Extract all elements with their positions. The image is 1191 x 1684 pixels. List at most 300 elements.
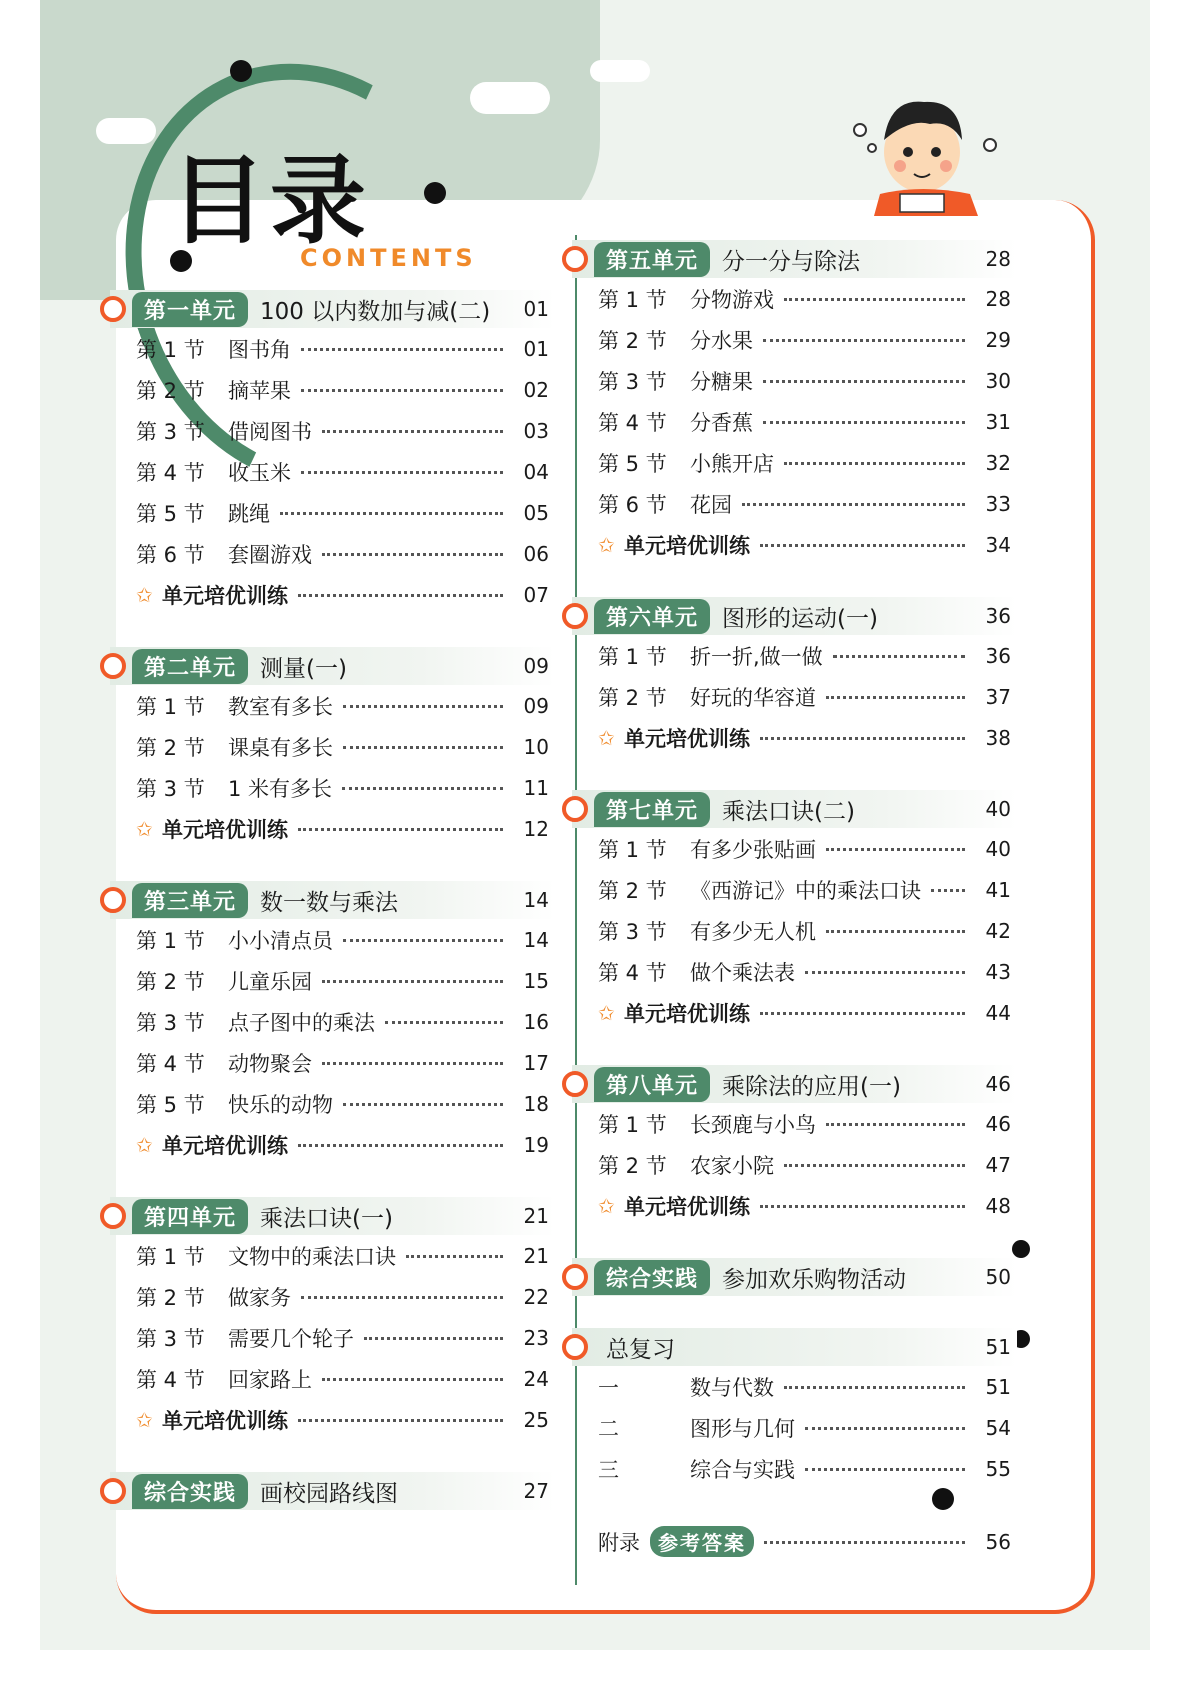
section-number: 第 3 节 <box>598 919 667 944</box>
unit-header[interactable] <box>110 1197 555 1235</box>
section-page: 55 <box>985 1456 1011 1481</box>
dot-leader <box>760 1002 965 1015</box>
spacer <box>572 571 1017 597</box>
unit-page: 01 <box>523 297 549 321</box>
unit-header[interactable] <box>572 790 1017 828</box>
section-name: 1 米有多长 <box>228 776 333 801</box>
unit-title: 乘法口诀(二) <box>722 798 855 825</box>
appendix-label: 附录 <box>598 1530 640 1555</box>
bullet-icon <box>100 887 126 913</box>
toc-entry[interactable] <box>572 635 1017 676</box>
bullet-icon <box>562 603 588 629</box>
toc-entry[interactable] <box>572 442 1017 483</box>
section-page: 04 <box>523 459 549 484</box>
section-name: 《西游记》中的乘法口诀 <box>690 878 921 903</box>
star-icon: ✩ <box>136 1407 153 1432</box>
section-number: 第 4 节 <box>136 460 205 485</box>
practice-entry[interactable] <box>110 1399 555 1440</box>
practice-entry[interactable] <box>572 524 1017 565</box>
dot-leader <box>301 461 503 474</box>
unit-header[interactable] <box>110 647 555 685</box>
dot-leader <box>764 1531 965 1544</box>
section-number: 第 3 节 <box>136 1010 205 1035</box>
section-number: 第 3 节 <box>136 776 205 801</box>
section-page: 15 <box>523 968 549 993</box>
section-page: 05 <box>523 500 549 525</box>
section-number: 第 5 节 <box>136 1092 205 1117</box>
practice-name: 单元培优训练 <box>624 533 750 558</box>
dot-leader <box>784 452 965 465</box>
dot-leader <box>322 1368 503 1381</box>
section-page: 21 <box>523 1243 549 1268</box>
toc-entry[interactable] <box>110 1001 555 1042</box>
dot-leader <box>298 1134 503 1147</box>
dot-leader <box>826 1113 965 1126</box>
section-number: 第 2 节 <box>136 378 205 403</box>
section-name: 图书角 <box>228 337 291 362</box>
dot-leader <box>784 1154 965 1167</box>
dot-leader <box>931 879 965 892</box>
unit-page: 28 <box>985 247 1011 271</box>
unit-section <box>572 1328 1017 1489</box>
section-number: 第 2 节 <box>136 1285 205 1310</box>
bullet-icon <box>100 653 126 679</box>
section-number: 一 <box>598 1375 619 1400</box>
dot-leader <box>406 1245 503 1258</box>
unit-badge: 第四单元 <box>132 1199 248 1234</box>
section-number: 第 5 节 <box>136 501 205 526</box>
section-number: 第 3 节 <box>598 369 667 394</box>
section-name: 分香蕉 <box>690 410 753 435</box>
unit-page: 21 <box>523 1204 549 1228</box>
dot-leader <box>826 838 965 851</box>
unit-title: 数一数与乘法 <box>260 889 399 916</box>
practice-page: 38 <box>985 725 1011 750</box>
unit-title: 分一分与除法 <box>722 248 861 275</box>
spacer <box>110 621 555 647</box>
section-name: 分糖果 <box>690 369 753 394</box>
dot-leader <box>298 584 503 597</box>
section-name: 分水果 <box>690 328 753 353</box>
practice-name: 单元培优训练 <box>162 1408 288 1433</box>
dot-leader <box>301 379 503 392</box>
section-name: 分物游戏 <box>690 287 774 312</box>
section-name: 需要几个轮子 <box>228 1326 354 1351</box>
section-page: 24 <box>523 1366 549 1391</box>
spacer <box>110 1171 555 1197</box>
section-number: 第 1 节 <box>598 644 667 669</box>
section-number: 第 6 节 <box>136 542 205 567</box>
section-number: 第 3 节 <box>136 1326 205 1351</box>
unit-badge: 第一单元 <box>132 292 248 327</box>
section-number: 第 6 节 <box>598 492 667 517</box>
section-page: 36 <box>985 643 1011 668</box>
toc-entry[interactable] <box>110 726 555 767</box>
right-column <box>572 240 1017 1562</box>
bullet-icon <box>562 1334 588 1360</box>
dot-leader <box>343 1093 503 1106</box>
practice-name: 单元培优训练 <box>624 726 750 751</box>
dot-leader <box>301 1286 503 1299</box>
section-name: 有多少张贴画 <box>690 837 816 862</box>
dot-leader <box>784 288 965 301</box>
section-name: 课桌有多长 <box>228 735 333 760</box>
practice-page: 12 <box>523 816 549 841</box>
section-name: 套圈游戏 <box>228 542 312 567</box>
practice-name: 单元培优训练 <box>162 583 288 608</box>
page-title: 目录 <box>170 145 370 257</box>
section-name: 跳绳 <box>228 501 270 526</box>
unit-page: 46 <box>985 1072 1011 1096</box>
dot-leader <box>805 961 965 974</box>
unit-title: 测量(一) <box>260 655 347 682</box>
practice-name: 单元培优训练 <box>624 1194 750 1219</box>
section-page: 28 <box>985 286 1011 311</box>
section-name: 长颈鹿与小鸟 <box>690 1112 816 1137</box>
section-number: 第 1 节 <box>598 287 667 312</box>
bullet-icon <box>562 1071 588 1097</box>
toc-entry[interactable] <box>572 1448 1017 1489</box>
toc-entry[interactable] <box>572 401 1017 442</box>
practice-page: 34 <box>985 532 1011 557</box>
dot-leader <box>826 686 965 699</box>
unit-badge: 第二单元 <box>132 649 248 684</box>
unit-title: 图形的运动(一) <box>722 605 878 632</box>
section-name: 快乐的动物 <box>228 1092 333 1117</box>
spacer <box>572 1495 1017 1521</box>
toc-entry[interactable] <box>572 1144 1017 1185</box>
bullet-icon <box>562 246 588 272</box>
section-page: 18 <box>523 1091 549 1116</box>
dot-leader <box>298 818 503 831</box>
section-name: 有多少无人机 <box>690 919 816 944</box>
section-number: 第 2 节 <box>136 969 205 994</box>
dot-leader <box>805 1417 965 1430</box>
section-name: 好玩的华容道 <box>690 685 816 710</box>
toc-entry[interactable] <box>572 1103 1017 1144</box>
section-number: 第 1 节 <box>136 694 205 719</box>
section-page: 03 <box>523 418 549 443</box>
section-name: 文物中的乘法口诀 <box>228 1244 396 1269</box>
bullet-icon <box>562 1264 588 1290</box>
section-name: 借阅图书 <box>228 419 312 444</box>
practice-name: 单元培优训练 <box>624 1001 750 1026</box>
dot-leader <box>760 1195 965 1208</box>
section-page: 30 <box>985 368 1011 393</box>
section-page: 23 <box>523 1325 549 1350</box>
section-number: 第 4 节 <box>136 1367 205 1392</box>
unit-title: 100 以内数加与减(二) <box>260 298 491 325</box>
section-page: 09 <box>523 693 549 718</box>
spacer <box>572 1302 1017 1328</box>
unit-section <box>110 1472 555 1510</box>
star-icon: ✩ <box>136 582 153 607</box>
toc-entry[interactable] <box>572 951 1017 992</box>
practice-entry[interactable] <box>110 808 555 849</box>
section-number: 三 <box>598 1457 619 1482</box>
unit-page: 14 <box>523 888 549 912</box>
spacer <box>110 1446 555 1472</box>
star-icon: ✩ <box>136 1132 153 1157</box>
toc-entry[interactable] <box>572 828 1017 869</box>
section-name: 摘苹果 <box>228 378 291 403</box>
dot-leader <box>805 1458 965 1471</box>
section-number: 第 2 节 <box>598 328 667 353</box>
unit-header[interactable] <box>110 290 555 328</box>
toc-entry[interactable] <box>110 328 555 369</box>
toc-entry[interactable] <box>110 492 555 533</box>
section-page: 46 <box>985 1111 1011 1136</box>
cloud-icon <box>470 82 550 114</box>
section-number: 第 2 节 <box>598 685 667 710</box>
boy-mascot-icon <box>850 90 1000 220</box>
dot-leader <box>826 920 965 933</box>
appendix-page: 56 <box>985 1529 1011 1554</box>
appendix-entry[interactable] <box>572 1521 1017 1562</box>
unit-page: 40 <box>985 797 1011 821</box>
unit-badge: 综合实践 <box>132 1474 248 1509</box>
section-name: 做家务 <box>228 1285 291 1310</box>
section-page: 10 <box>523 734 549 759</box>
practice-entry[interactable] <box>572 1185 1017 1226</box>
dot-leader <box>364 1327 503 1340</box>
unit-header[interactable] <box>110 1472 555 1510</box>
dot-leader <box>322 420 503 433</box>
practice-entry[interactable] <box>572 717 1017 758</box>
section-page: 22 <box>523 1284 549 1309</box>
section-name: 做个乘法表 <box>690 960 795 985</box>
section-number: 第 1 节 <box>136 337 205 362</box>
toc-entry[interactable] <box>110 1235 555 1276</box>
unit-title: 乘法口诀(一) <box>260 1205 393 1232</box>
toc-entry[interactable] <box>110 960 555 1001</box>
answer-badge: 参考答案 <box>650 1526 754 1557</box>
unit-header[interactable] <box>572 597 1017 635</box>
section-page: 17 <box>523 1050 549 1075</box>
star-icon: ✩ <box>598 725 615 750</box>
section-name: 小小清点员 <box>228 928 333 953</box>
spacer <box>572 1039 1017 1065</box>
unit-section <box>572 1065 1017 1226</box>
toc-entry[interactable] <box>110 1042 555 1083</box>
unit-section <box>572 1258 1017 1296</box>
toc-entry[interactable] <box>572 360 1017 401</box>
star-icon: ✩ <box>598 532 615 557</box>
unit-page: 51 <box>985 1335 1011 1359</box>
spacer <box>572 764 1017 790</box>
cloud-icon <box>96 118 156 144</box>
dot-leader <box>742 493 965 506</box>
section-page: 16 <box>523 1009 549 1034</box>
dot-leader <box>301 338 503 351</box>
toc-entry[interactable] <box>572 483 1017 524</box>
section-page: 06 <box>523 541 549 566</box>
unit-badge: 综合实践 <box>594 1260 710 1295</box>
unit-page: 36 <box>985 604 1011 628</box>
spacer <box>572 1232 1017 1258</box>
dot-leader <box>784 1376 965 1389</box>
section-page: 31 <box>985 409 1011 434</box>
left-column <box>110 290 555 1516</box>
dot-leader <box>298 1409 503 1422</box>
unit-header[interactable] <box>572 240 1017 278</box>
dot-leader <box>760 727 965 740</box>
section-name: 点子图中的乘法 <box>228 1010 375 1035</box>
section-number: 第 1 节 <box>136 1244 205 1269</box>
practice-entry[interactable] <box>110 574 555 615</box>
dot-leader <box>342 777 503 790</box>
practice-name: 单元培优训练 <box>162 1133 288 1158</box>
section-name: 收玉米 <box>228 460 291 485</box>
practice-entry[interactable] <box>110 1124 555 1165</box>
section-number: 第 5 节 <box>598 451 667 476</box>
cloud-icon <box>590 60 650 82</box>
page-subtitle: CONTENTS <box>300 244 477 272</box>
toc-entry[interactable] <box>110 919 555 960</box>
unit-section <box>110 290 555 615</box>
unit-header[interactable] <box>572 1328 1017 1366</box>
dot-leader <box>760 534 965 547</box>
practice-page: 48 <box>985 1193 1011 1218</box>
practice-entry[interactable] <box>572 992 1017 1033</box>
dot-leader <box>280 502 503 515</box>
section-number: 第 4 节 <box>598 410 667 435</box>
unit-badge: 第六单元 <box>594 599 710 634</box>
section-number: 第 1 节 <box>136 928 205 953</box>
spacer <box>110 855 555 881</box>
dot-leader <box>322 543 503 556</box>
unit-header[interactable] <box>572 1258 1017 1296</box>
dot-leader <box>763 411 965 424</box>
section-name: 图形与几何 <box>690 1416 795 1441</box>
practice-name: 单元培优训练 <box>162 817 288 842</box>
practice-page: 25 <box>523 1407 549 1432</box>
unit-title: 总复习 <box>606 1336 675 1363</box>
section-number: 第 4 节 <box>598 960 667 985</box>
practice-page: 44 <box>985 1000 1011 1025</box>
star-icon: ✩ <box>136 816 153 841</box>
section-name: 小熊开店 <box>690 451 774 476</box>
section-page: 41 <box>985 877 1011 902</box>
toc-entry[interactable] <box>572 1407 1017 1448</box>
dot-leader <box>343 736 503 749</box>
bullet-icon <box>100 296 126 322</box>
dot-leader <box>322 970 503 983</box>
toc-entry[interactable] <box>572 910 1017 951</box>
section-page: 42 <box>985 918 1011 943</box>
bullet-icon <box>100 1478 126 1504</box>
unit-section <box>572 790 1017 1033</box>
unit-section <box>572 597 1017 758</box>
unit-title: 参加欢乐购物活动 <box>722 1266 907 1293</box>
dot-leader <box>322 1052 503 1065</box>
toc-entry[interactable] <box>110 451 555 492</box>
section-page: 14 <box>523 927 549 952</box>
section-page: 11 <box>523 775 549 800</box>
section-name: 农家小院 <box>690 1153 774 1178</box>
dot-leader <box>385 1011 503 1024</box>
toc-entry[interactable] <box>572 319 1017 360</box>
decor-dot-icon <box>424 182 446 204</box>
toc-entry[interactable] <box>110 533 555 574</box>
toc-entry[interactable] <box>110 369 555 410</box>
star-icon: ✩ <box>598 1000 615 1025</box>
unit-header[interactable] <box>110 881 555 919</box>
toc-entry[interactable] <box>110 685 555 726</box>
toc-entry[interactable] <box>110 767 555 808</box>
dot-leader <box>763 370 965 383</box>
section-page: 33 <box>985 491 1011 516</box>
unit-section <box>110 1197 555 1440</box>
unit-section <box>110 881 555 1165</box>
unit-page: 27 <box>523 1479 549 1503</box>
section-page: 47 <box>985 1152 1011 1177</box>
section-page: 02 <box>523 377 549 402</box>
section-name: 教室有多长 <box>228 694 333 719</box>
section-name: 综合与实践 <box>690 1457 795 1482</box>
toc-entry[interactable] <box>110 410 555 451</box>
section-number: 第 2 节 <box>598 1153 667 1178</box>
toc-entry[interactable] <box>572 869 1017 910</box>
unit-title: 乘除法的应用(一) <box>722 1073 901 1100</box>
section-page: 54 <box>985 1415 1011 1440</box>
practice-page: 07 <box>523 582 549 607</box>
dot-leader <box>343 695 503 708</box>
section-name: 花园 <box>690 492 732 517</box>
toc-entry[interactable] <box>572 278 1017 319</box>
toc-entry[interactable] <box>572 676 1017 717</box>
toc-entry[interactable] <box>110 1276 555 1317</box>
section-number: 第 2 节 <box>598 878 667 903</box>
toc-entry[interactable] <box>110 1317 555 1358</box>
unit-badge: 第三单元 <box>132 883 248 918</box>
unit-section <box>110 647 555 849</box>
section-name: 折一折,做一做 <box>690 644 823 669</box>
section-page: 43 <box>985 959 1011 984</box>
dot-leader <box>343 929 503 942</box>
dot-leader <box>763 329 965 342</box>
unit-badge: 第五单元 <box>594 242 710 277</box>
section-page: 01 <box>523 336 549 361</box>
practice-page: 19 <box>523 1132 549 1157</box>
section-page: 29 <box>985 327 1011 352</box>
section-page: 40 <box>985 836 1011 861</box>
unit-badge: 第七单元 <box>594 792 710 827</box>
section-number: 第 1 节 <box>598 837 667 862</box>
decor-dot-icon <box>230 60 252 82</box>
section-number: 第 1 节 <box>598 1112 667 1137</box>
toc-entry[interactable] <box>110 1358 555 1399</box>
section-name: 动物聚会 <box>228 1051 312 1076</box>
bullet-icon <box>100 1203 126 1229</box>
section-page: 51 <box>985 1374 1011 1399</box>
section-number: 第 2 节 <box>136 735 205 760</box>
unit-page: 09 <box>523 654 549 678</box>
section-name: 数与代数 <box>690 1375 774 1400</box>
unit-section <box>572 240 1017 565</box>
toc-entry[interactable] <box>110 1083 555 1124</box>
star-icon: ✩ <box>598 1193 615 1218</box>
unit-title: 画校园路线图 <box>260 1480 399 1507</box>
section-name: 回家路上 <box>228 1367 312 1392</box>
section-name: 儿童乐园 <box>228 969 312 994</box>
unit-badge: 第八单元 <box>594 1067 710 1102</box>
section-number: 第 4 节 <box>136 1051 205 1076</box>
toc-entry[interactable] <box>572 1366 1017 1407</box>
unit-header[interactable] <box>572 1065 1017 1103</box>
unit-page: 50 <box>985 1265 1011 1289</box>
section-page: 37 <box>985 684 1011 709</box>
